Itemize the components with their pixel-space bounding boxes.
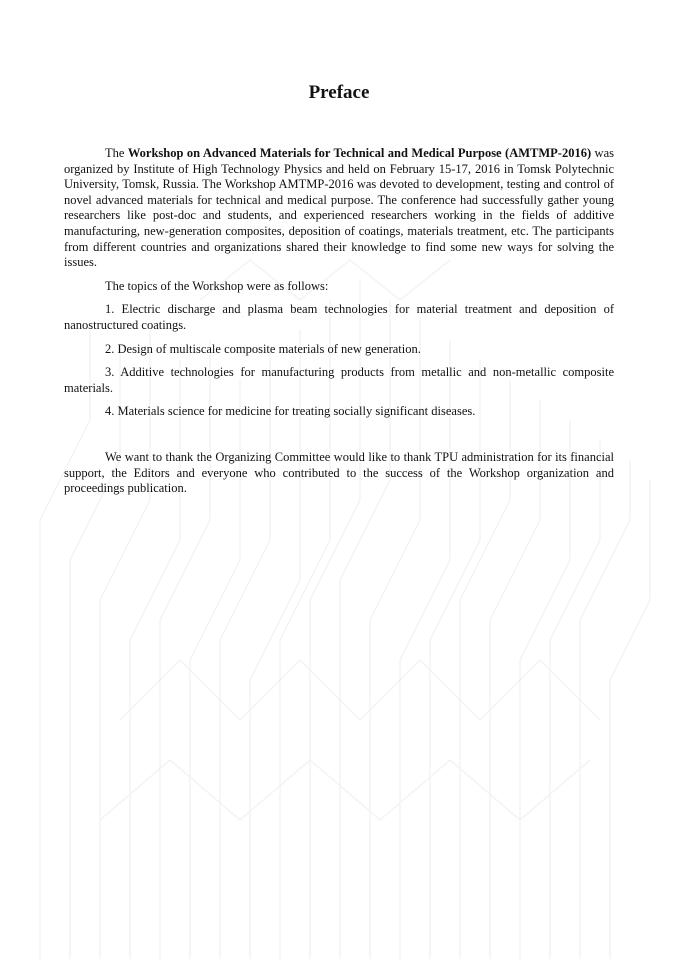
workshop-name: Workshop on Advanced Materials for Technical and Medical Purpose (AMTMP-2016)	[127, 146, 592, 160]
acknowledgement-paragraph: We want to thank the Organizing Committee would like to thank TPU administration for its financial support, the Editors and everyone who contributed to the success of the Workshop organization and proceedings publication.	[64, 449, 614, 496]
topic-item-1: 1. Electric discharge and plasma beam technologies for material treatment and deposition of nanostructured coatings.	[64, 302, 614, 332]
topic-item-4: 4. Materials science for medicine for treating socially significant diseases.	[105, 404, 476, 419]
topics-intro: The topics of the Workshop were as follows:	[105, 278, 329, 293]
topic-item-3: 3. Additive technologies for manufacturing products from metallic and non-metallic composite materials.	[64, 365, 614, 395]
intro-paragraph	[64, 146, 614, 271]
preface-page	[64, 80, 614, 505]
intro-lead: The	[105, 146, 128, 160]
page-title: Preface	[308, 82, 370, 103]
topic-item-2: 2. Design of multiscale composite materials of new generation.	[105, 341, 421, 356]
intro-body: was organized by Institute of High Technology Physics and held on February 15-17, 2016 in Tomsk Polytechnic University, Tomsk, Russia. The Workshop AMTMP-2016 was devoted to development, testing and control of novel advanced materials for technical and medical purpose. The conference had successfully gather young researchers like post-doc and students, and experienced researchers working in the fields of additive manufacturing, new-generation composites, deposition of coatings, materials treatment, etc. The participants from different countries and organizations shared their knowledge to find some new ways for solving the issues.	[64, 146, 614, 270]
